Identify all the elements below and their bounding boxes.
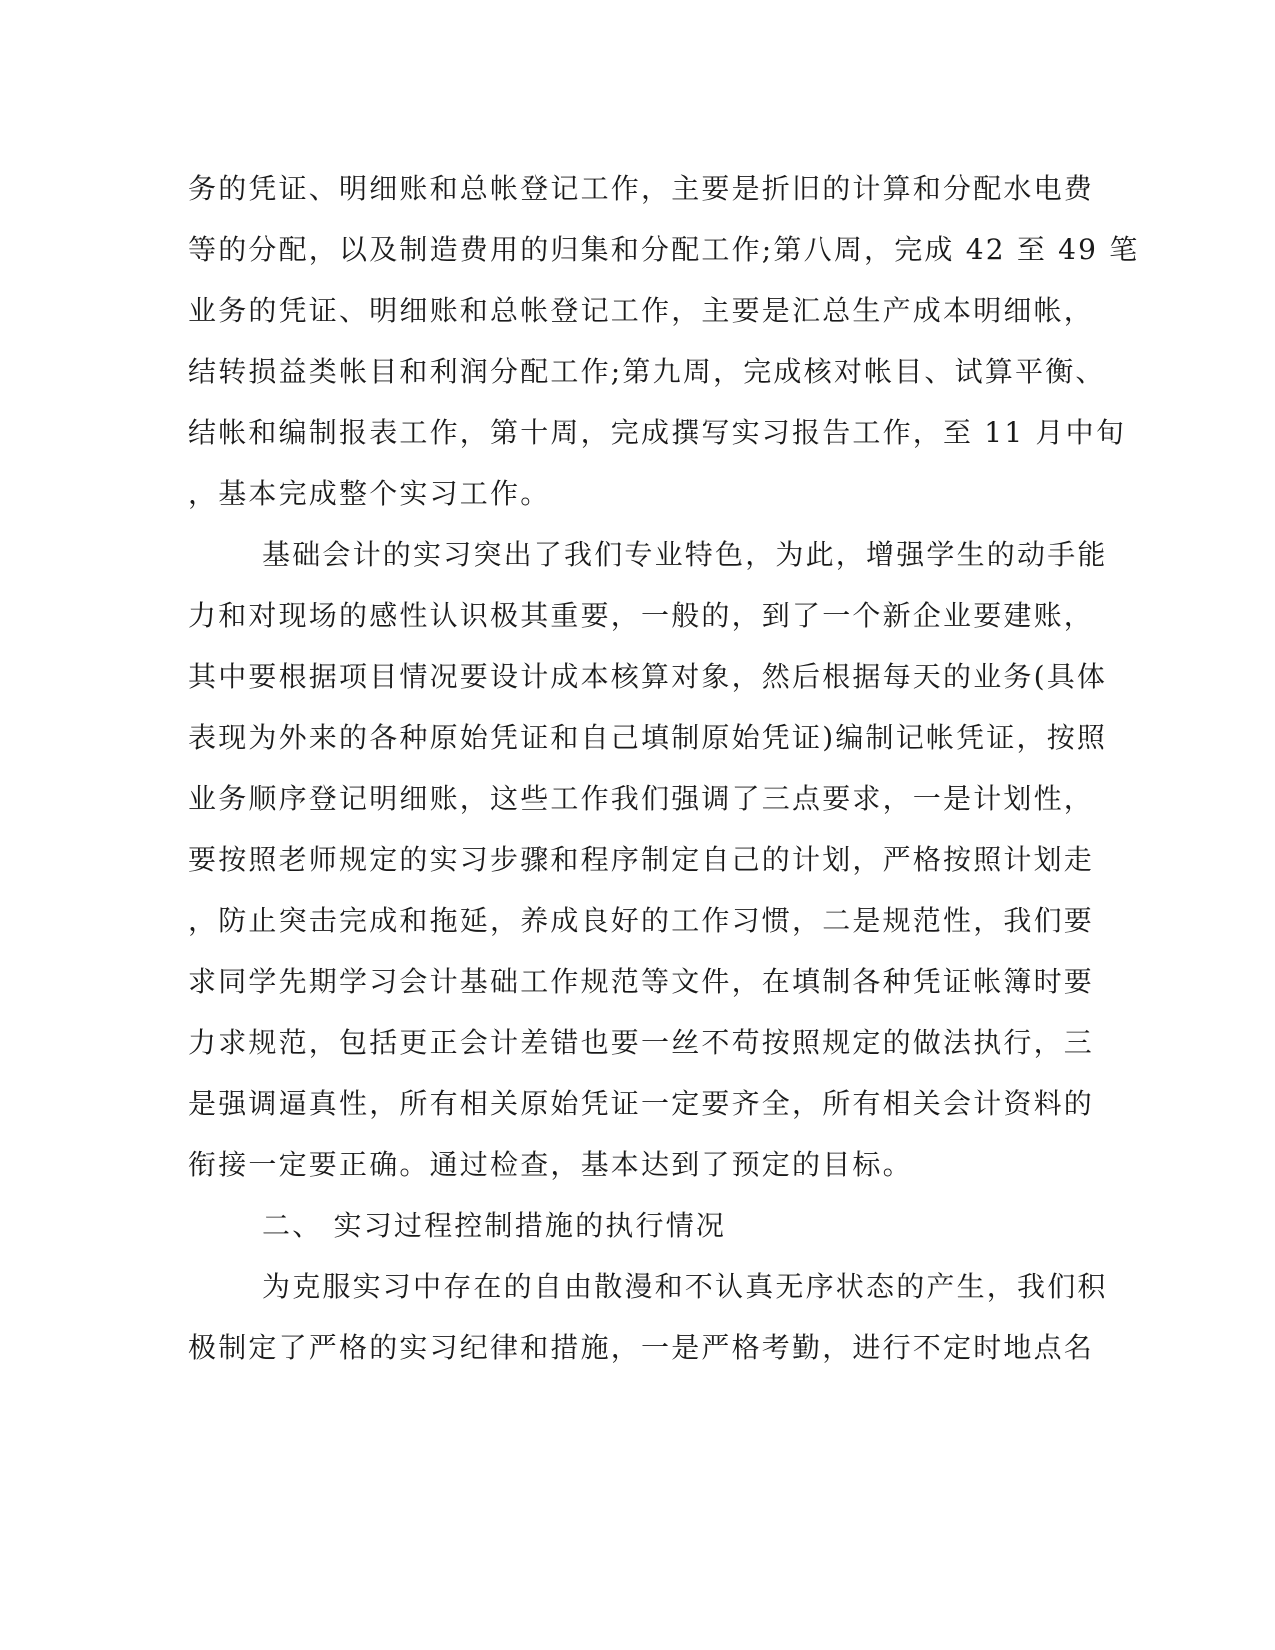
text-line: 衔接一定要正确。通过检查，基本达到了预定的目标。 — [188, 1148, 913, 1181]
text-line: 业务的凭证、明细账和总帐登记工作，主要是汇总生产成本明细帐， — [188, 294, 1095, 327]
text-line: 其中要根据项目情况要设计成本核算对象，然后根据每天的业务(具体 — [188, 660, 1108, 693]
text-line: 为克服实习中存在的自由散漫和不认真无序状态的产生，我们积 — [262, 1270, 1108, 1303]
text-line: 二、 实习过程控制措施的执行情况 — [262, 1209, 727, 1242]
text-line: 等的分配，以及制造费用的归集和分配工作;第八周，完成 42 至 49 笔 — [188, 233, 1140, 266]
text-line: 求同学先期学习会计基础工作规范等文件，在填制各种凭证帐簿时要 — [188, 965, 1095, 998]
body-text — [188, 158, 1140, 1378]
text-line: 力求规范，包括更正会计差错也要一丝不苟按照规定的做法执行，三 — [188, 1026, 1095, 1059]
text-line: 务的凭证、明细账和总帐登记工作，主要是折旧的计算和分配水电费 — [188, 172, 1095, 205]
text-line: 表现为外来的各种原始凭证和自己填制原始凭证)编制记帐凭证，按照 — [188, 721, 1108, 754]
text-line: 结转损益类帐目和利润分配工作;第九周，完成核对帐目、试算平衡、 — [188, 355, 1106, 388]
text-line: 要按照老师规定的实习步骤和程序制定自己的计划，严格按照计划走 — [188, 843, 1095, 876]
text-line: 结帐和编制报表工作，第十周，完成撰写实习报告工作，至 11 月中旬 — [188, 416, 1127, 449]
text-line: 基础会计的实习突出了我们专业特色，为此，增强学生的动手能 — [262, 538, 1108, 571]
text-line: ，防止突击完成和拖延，养成良好的工作习惯，二是规范性，我们要 — [188, 904, 1095, 937]
text-line: ，基本完成整个实习工作。 — [188, 477, 551, 510]
text-line: 是强调逼真性，所有相关原始凭证一定要齐全，所有相关会计资料的 — [188, 1087, 1095, 1120]
text-line: 业务顺序登记明细账，这些工作我们强调了三点要求，一是计划性， — [188, 782, 1095, 815]
text-line: 极制定了严格的实习纪律和措施，一是严格考勤，进行不定时地点名 — [188, 1331, 1095, 1364]
text-line: 力和对现场的感性认识极其重要，一般的，到了一个新企业要建账， — [188, 599, 1095, 632]
